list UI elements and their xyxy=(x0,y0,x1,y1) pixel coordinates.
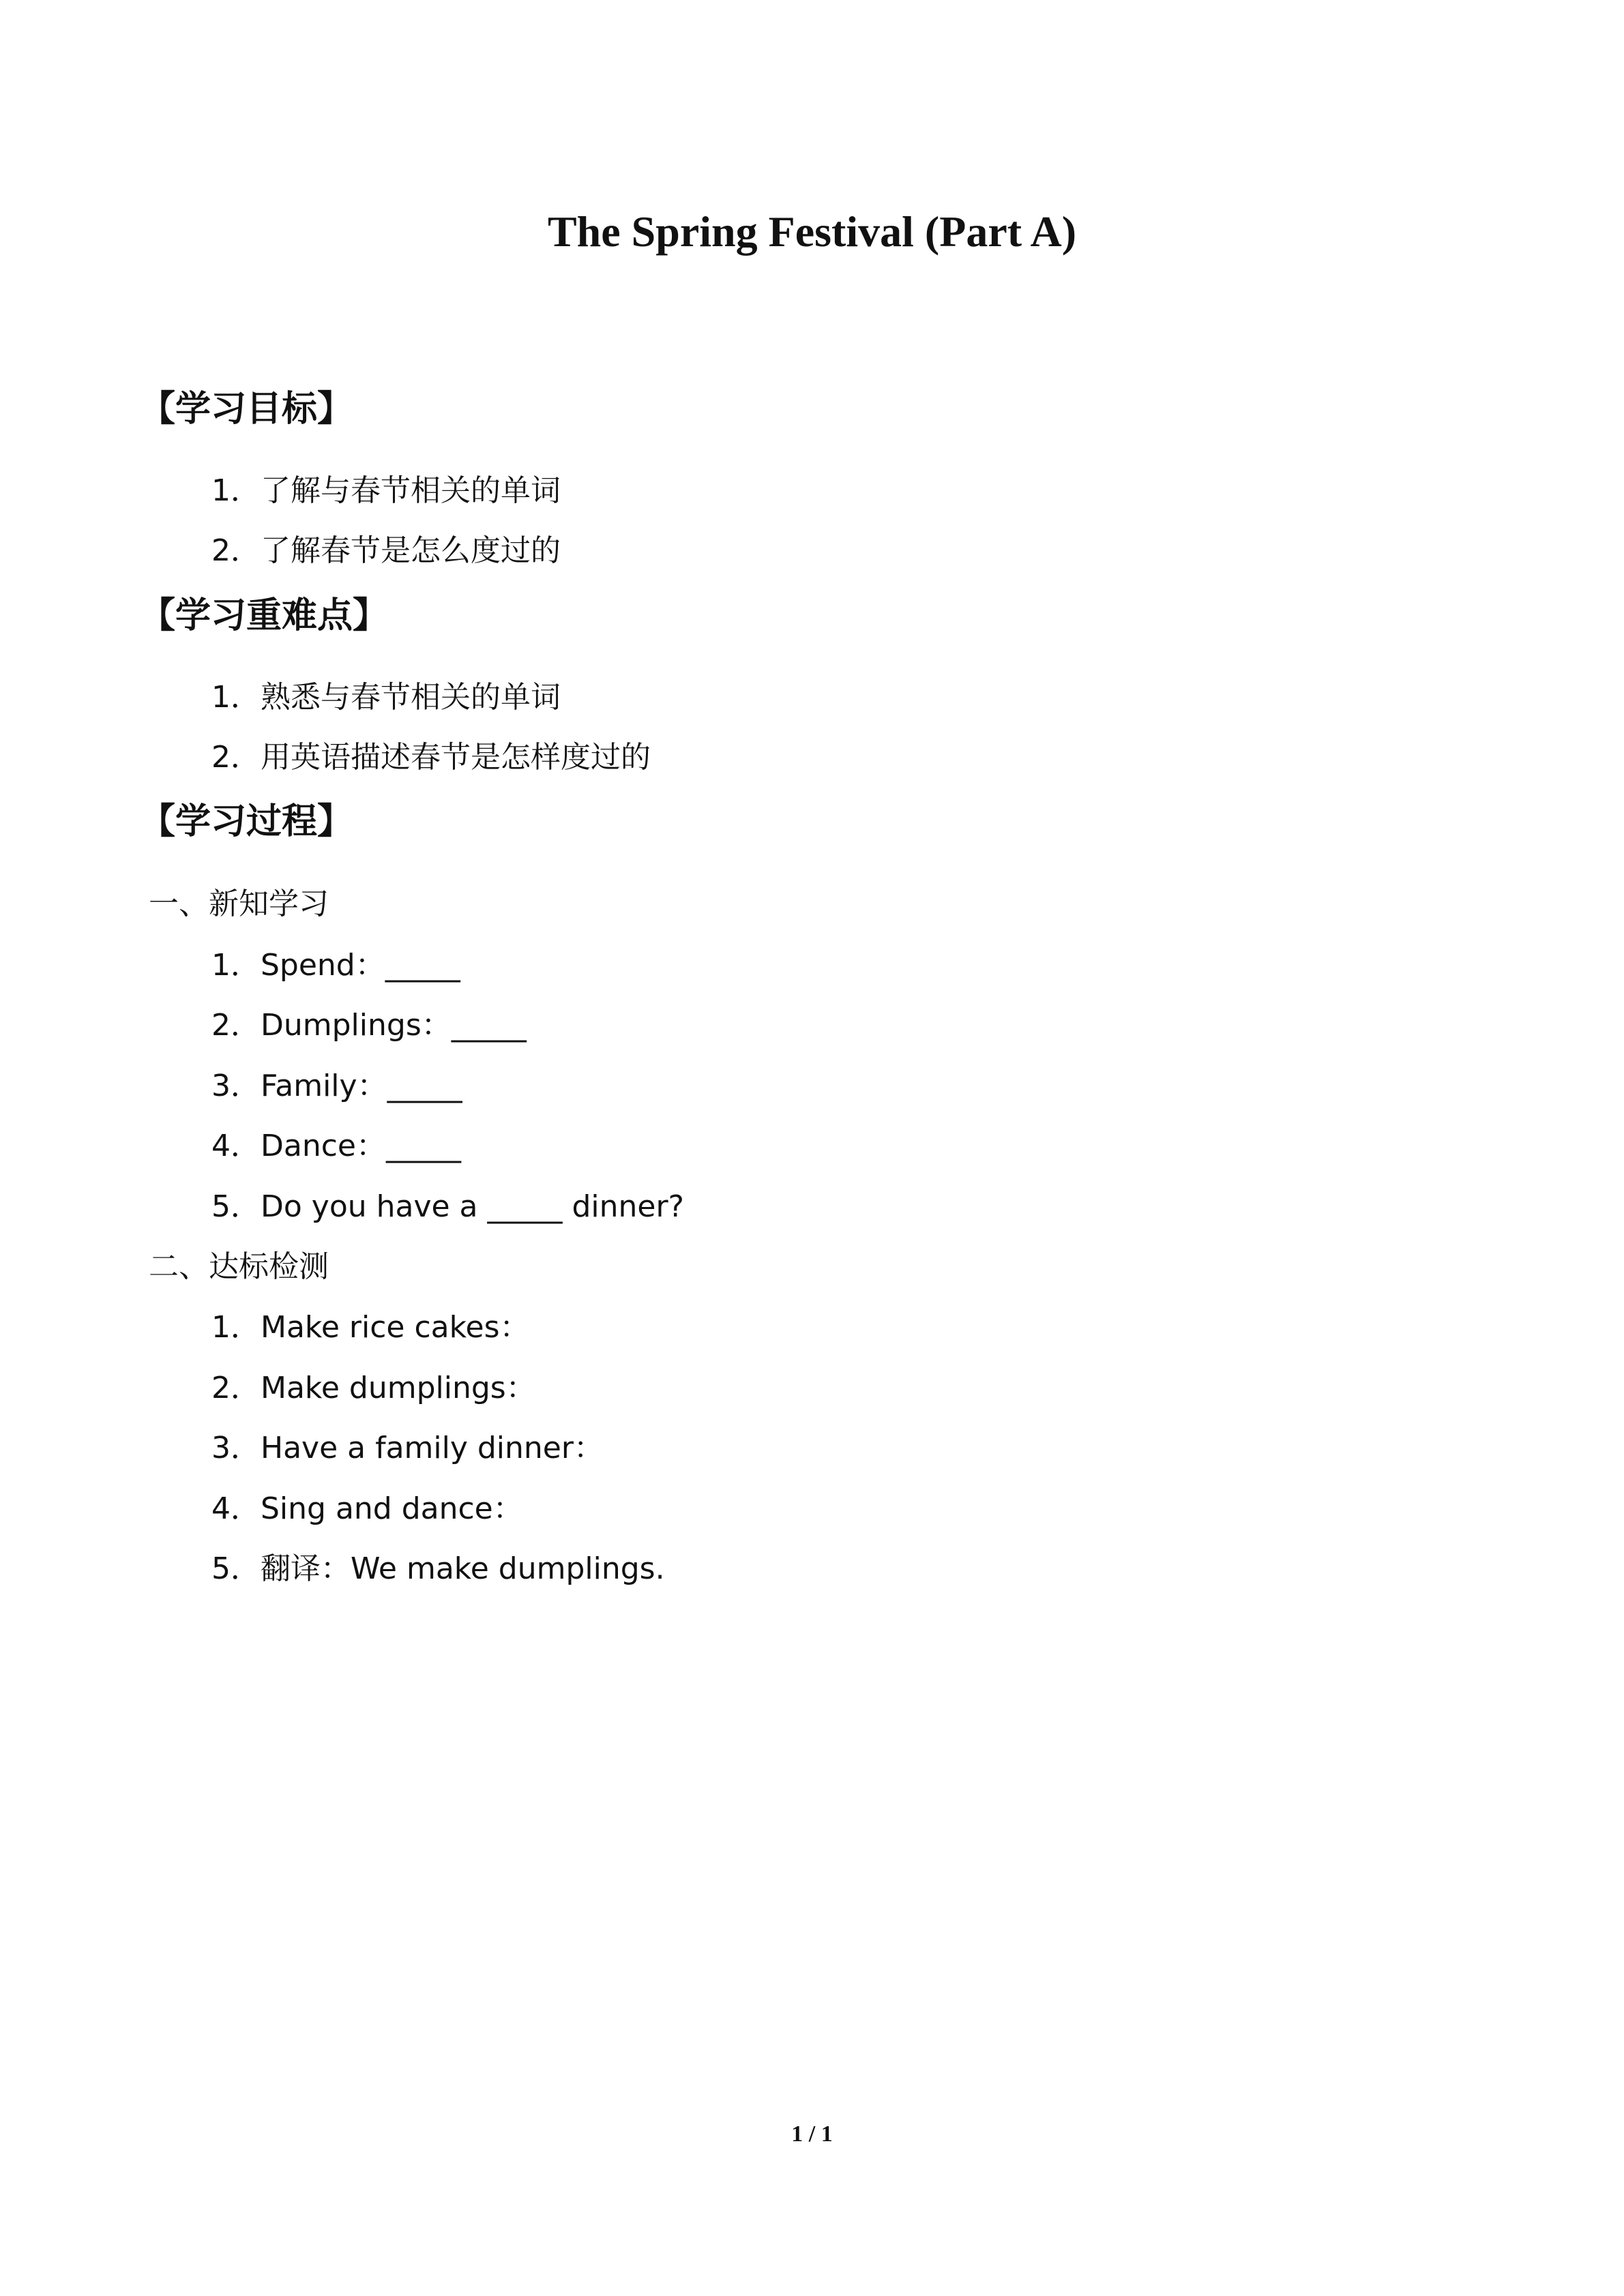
objective-item: 2．了解春节是怎么度过的 xyxy=(211,533,561,568)
key-point-item: 1．熟悉与春节相关的单词 xyxy=(211,680,561,715)
section-heading-process: 【学习过程】 xyxy=(140,801,353,842)
section-heading-key-points: 【学习重难点】 xyxy=(140,595,389,636)
check-item: 3．Have a family dinner： xyxy=(211,1431,604,1465)
check-item: 2．Make dumplings： xyxy=(211,1371,536,1405)
process-part1-label: 一、新知学习 xyxy=(149,886,329,921)
process-part2-label: 二、达标检测 xyxy=(149,1249,329,1284)
check-item: 4．Sing and dance： xyxy=(211,1491,523,1526)
section-heading-objectives: 【学习目标】 xyxy=(140,389,353,430)
vocab-item: 5．Do you have a _____ dinner? xyxy=(211,1189,684,1224)
vocab-item: 3．Family：_____ xyxy=(211,1069,462,1103)
document-title: The Spring Festival (Part A) xyxy=(547,207,1077,256)
page-number: 1 / 1 xyxy=(791,2121,833,2147)
check-item: 5．翻译：We make dumplings. xyxy=(211,1551,665,1586)
key-point-item: 2．用英语描述春节是怎样度过的 xyxy=(211,740,651,775)
vocab-item: 4．Dance：_____ xyxy=(211,1129,461,1163)
check-item: 1．Make rice cakes： xyxy=(211,1310,530,1345)
objective-item: 1．了解与春节相关的单词 xyxy=(211,473,561,508)
vocab-item: 2．Dumplings：_____ xyxy=(211,1008,527,1043)
vocab-item: 1．Spend：_____ xyxy=(211,948,460,983)
